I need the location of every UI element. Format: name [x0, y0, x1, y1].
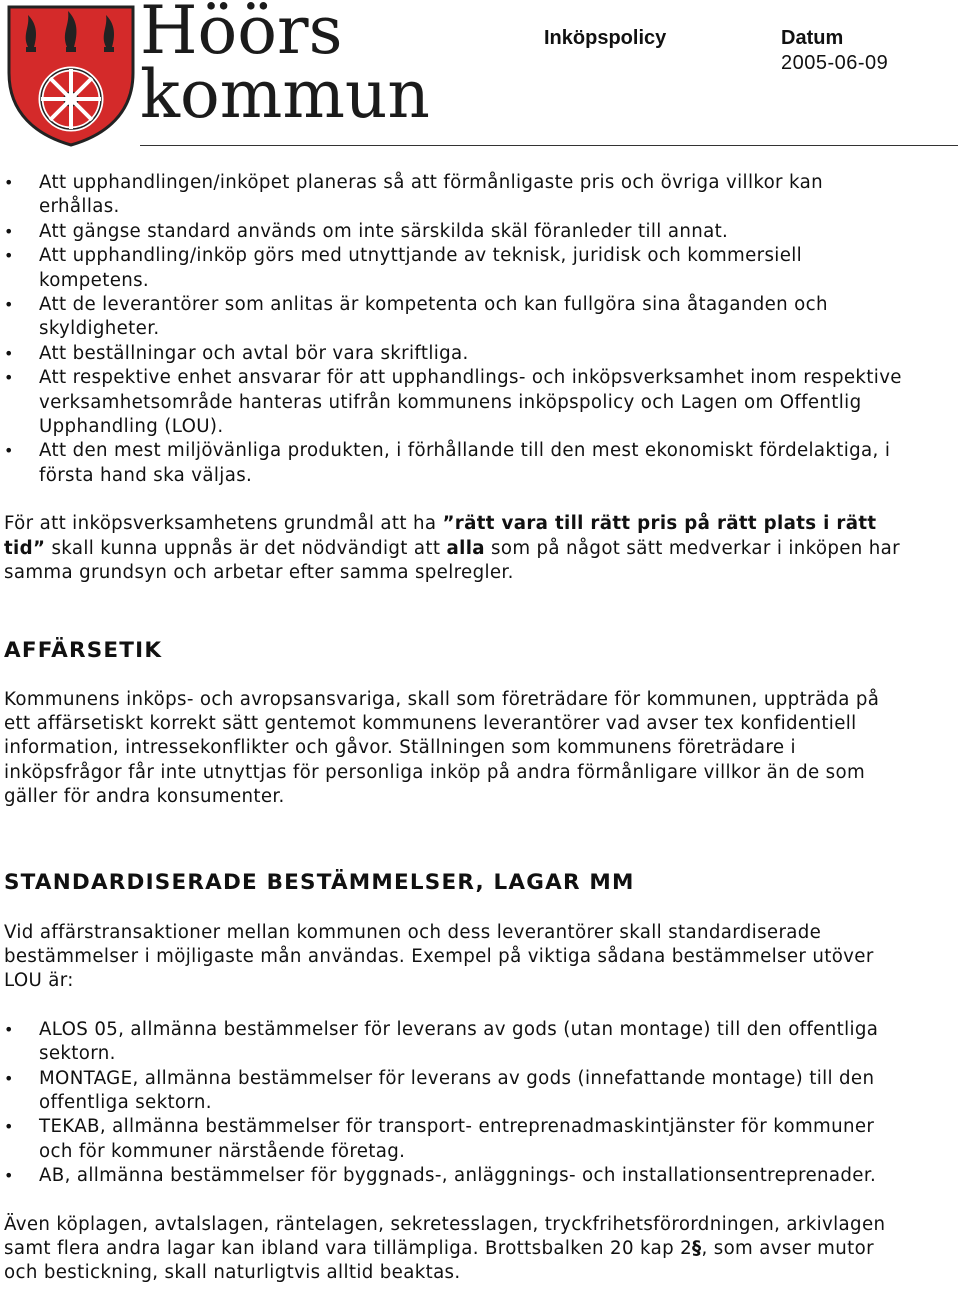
- emphasis-right-goods: ”rätt vara till rätt pris på rätt plats i rätt tid”: [4, 513, 877, 559]
- heading-business-ethics: AFFÄRSETIK: [4, 637, 163, 663]
- document-body: [4, 171, 904, 1286]
- list-item: • Att den mest miljövänliga produkten, i förhållande till den mest ekonomiskt fördelaktiga, i första hand ska väljas.: [4, 439, 904, 488]
- list-item: • ALOS 05, allmänna bestämmelser för leverans av gods (utan montage) till den offentliga sektorn.: [4, 1018, 904, 1067]
- goals-list: [4, 171, 904, 488]
- list-item: • MONTAGE, allmänna bestämmelser för leverans av gods (innefattande montage) till den offentliga sektorn.: [4, 1067, 904, 1116]
- document-title: Inköpspolicy: [544, 27, 667, 49]
- list-item: • Att beställningar och avtal bör vara skriftliga.: [4, 342, 904, 366]
- emphasis-all: alla: [446, 537, 485, 559]
- document-date: 2005-06-09: [781, 52, 889, 74]
- laws-paragraph: Även köplagen, avtalslagen, räntelagen, sekretesslagen, tryckfrihetsförordningen, arkivlagen samt flera andra lagar kan ibland vara tillämpliga. Brottsbalken 20 kap 2§, som avser mutor och bestickning, skall naturligtvis alltid beaktas.: [4, 1213, 886, 1284]
- standards-paragraph: Vid affärstransaktioner mellan kommunen och dess leverantörer skall standardiserade bestämmelser i möjligaste mån användas. Exempel på viktiga sådana bestämmelser utöver LOU är:: [4, 921, 874, 992]
- standards-list: [4, 1018, 904, 1189]
- list-item: • Att de leverantörer som anlitas är kompetenta och kan fullgöra sina åtaganden och skyldigheter.: [4, 293, 904, 342]
- date-label: Datum: [781, 27, 844, 49]
- list-item: • AB, allmänna bestämmelser för byggnads-, anläggnings- och installationsentreprenader.: [4, 1164, 904, 1188]
- list-item: • Att gängse standard används om inte särskilda skäl föranleder till annat.: [4, 220, 904, 244]
- section-sign: §: [692, 1238, 702, 1259]
- list-item: • TEKAB, allmänna bestämmelser för transport- entreprenadmaskintjänster för kommuner och för kommuner närstående företag.: [4, 1115, 904, 1164]
- heading-standard-terms: STANDARDISERADE BESTÄMMELSER, LAGAR MM: [4, 869, 635, 895]
- purpose-paragraph: För att inköpsverksamhetens grundmål att ha ”rätt vara till rätt pris på rätt plats i rätt tid” skall kunna uppnås är det nödvändigt att alla som på något sätt medverkar i inköpen har samma grundsyn och arbetar efter samma spelregler.: [4, 513, 900, 584]
- coat-of-arms-icon: [6, 3, 136, 147]
- ethics-paragraph: Kommunens inköps- och avropsansvariga, skall som företrädare för kommunen, uppträda på ett affärsetiskt korrekt sätt gentemot kommunens leverantörer vad avser tex konfidentiell information, intressekonflikter och gåvor. Ställningen som kommunens företrädare i inköpsfrågor får inte utnyttjas för personliga inköp på andra förmånligare villkor än de som gäller för andra konsumenter.: [4, 688, 880, 808]
- header-rule: [140, 145, 958, 146]
- wordmark-line1: Höörs: [140, 0, 343, 69]
- list-item: • Att upphandling/inköp görs med utnyttjande av teknisk, juridisk och kommersiell kompetens.: [4, 244, 904, 293]
- list-item: • Att upphandlingen/inköpet planeras så att förmånligaste pris och övriga villkor kan erhållas.: [4, 171, 904, 220]
- list-item: • Att respektive enhet ansvarar för att upphandlings- och inköpsverksamhet inom respektive verksamhetsområde hanteras utifrån kommunens inköpspolicy och Lagen om Offentlig Upphandling (LOU).: [4, 366, 904, 439]
- wordmark-line2: kommun: [140, 56, 430, 133]
- document-header: [0, 0, 960, 150]
